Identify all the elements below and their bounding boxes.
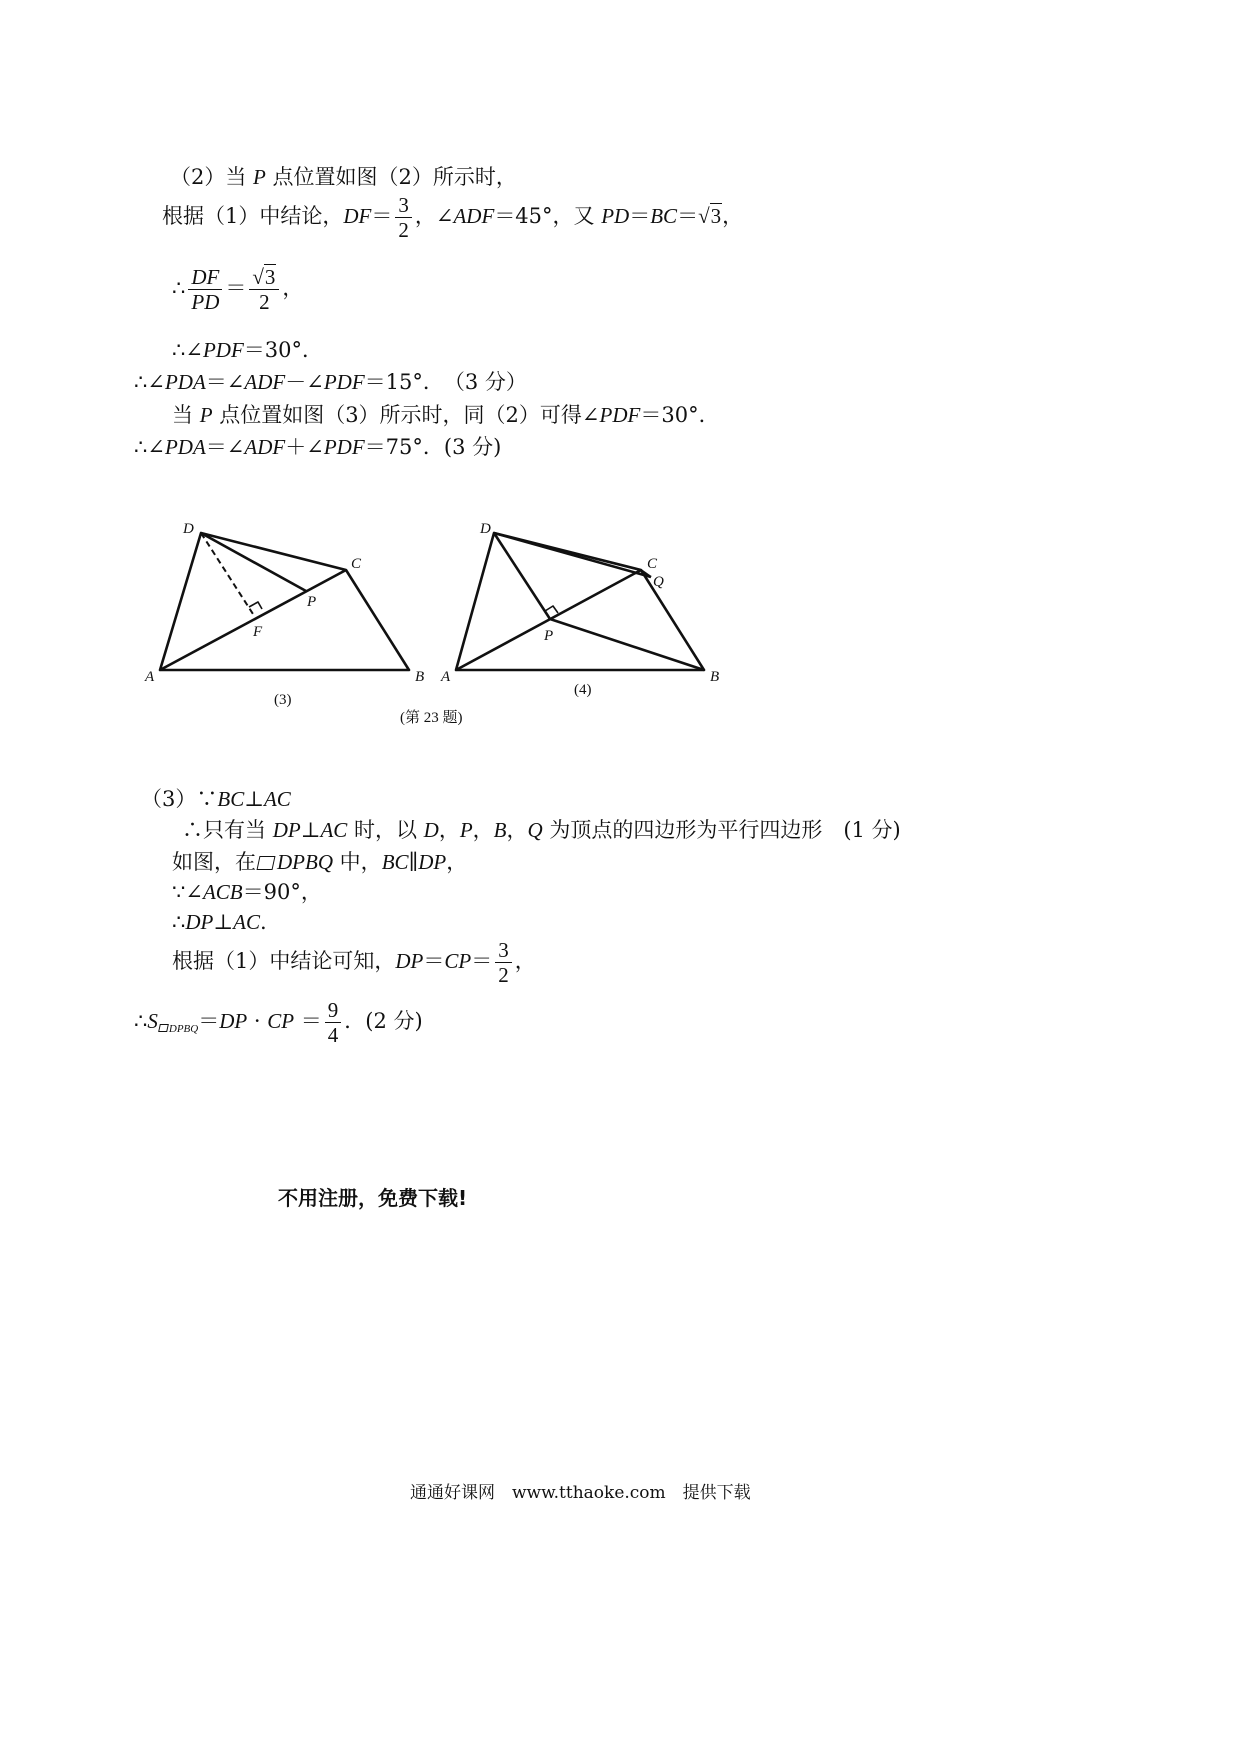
parallelogram-symbol [257,856,276,870]
fig4-label-c: C [647,556,658,572]
p2-line4: ∴∠PDF＝30°． [172,338,324,362]
figure-caption: (第 23 题) [400,710,463,726]
fig4-label-q: Q [653,574,664,590]
fig3-label-b: B [415,669,425,685]
fig4-label-d: D [480,521,491,537]
p3-line5: ∴DP⊥AC. [172,910,267,934]
p2-line7: ∴∠PDA＝∠ADF＋∠PDF＝75°．(3 分) [134,435,502,459]
figure-labels [144,521,719,726]
page-footer: 通通好课网 www.tthaoke.com 提供下载 [410,1483,751,1503]
p2-line3: ∴ $\frac{DF}{PD}$ ＝ $\frac{√3}{2}$ ， [172,265,304,315]
p3-line2: ∴只有当 DP⊥AC 时，以 D，P，B，Q 为顶点的四边形为平行四边形 (1 分) [182,818,901,842]
figure-4 [456,533,704,670]
fraction-sqrt3-2: $\frac{√3}{2}$ [249,265,279,314]
fig3-segment-dp [201,533,306,591]
p3-line7: ∴S $_{DPBQ}$＝DP · CP ＝ $\frac{9}{4}$ ．(2 分) [134,998,423,1048]
fraction-9-4: $\frac{9}{4}$ [325,998,342,1047]
promo-text: 不用注册，免费下载! [278,1186,468,1210]
p2-line1: （2）当 P 点位置如图（2）所示时， [170,165,517,189]
fig3-label-f: F [253,624,263,640]
p3-line3: 如图，在 DPBQ 中，BC∥DP， [172,850,468,874]
sqrt-3: √3 [698,204,722,229]
fig3-label-d: D [183,521,194,537]
fraction-3-2: $\frac{3}{2}$ [395,193,412,242]
fig4-diagonal-ac [456,570,641,670]
fig4-label-p: P [544,628,554,644]
figure-3 [160,533,409,670]
fraction-3-2-b: $\frac{3}{2}$ [495,938,512,987]
fig3-label-c: C [351,556,362,572]
fraction-df-pd: $\frac{DF}{PD}$ [188,265,222,314]
fig4-segment-pb [550,619,704,670]
p2-line6: 当 P 点位置如图（3）所示时，同（2）可得∠PDF＝30°． [172,403,720,427]
fig4-caption: (4) [574,682,592,698]
p3-line6: 根据（1）中结论可知，DP＝CP＝ $\frac{3}{2}$ ， [172,938,536,988]
fig4-label-b: B [710,669,720,685]
fig3-caption: (3) [274,692,292,708]
fig3-label-a: A [145,669,155,685]
parallelogram-symbol-small [158,1024,169,1032]
fig3-diagonal-ac [160,570,346,670]
p3-line4: ∵∠ACB＝90°， [172,880,322,904]
p2-line2: 根据（1）中结论，DF＝ $\frac{3}{2}$ ，∠ADF＝45°，又 PD＝BC＝√3， [162,193,744,243]
fig3-label-p: P [307,594,317,610]
p3-line1: （3）∵BC⊥AC [141,787,291,811]
p2-line5: ∴∠PDA＝∠ADF－∠PDF＝15°． （3 分） [134,370,527,394]
fig3-right-angle-mark [249,602,262,609]
fig4-label-a: A [441,669,451,685]
